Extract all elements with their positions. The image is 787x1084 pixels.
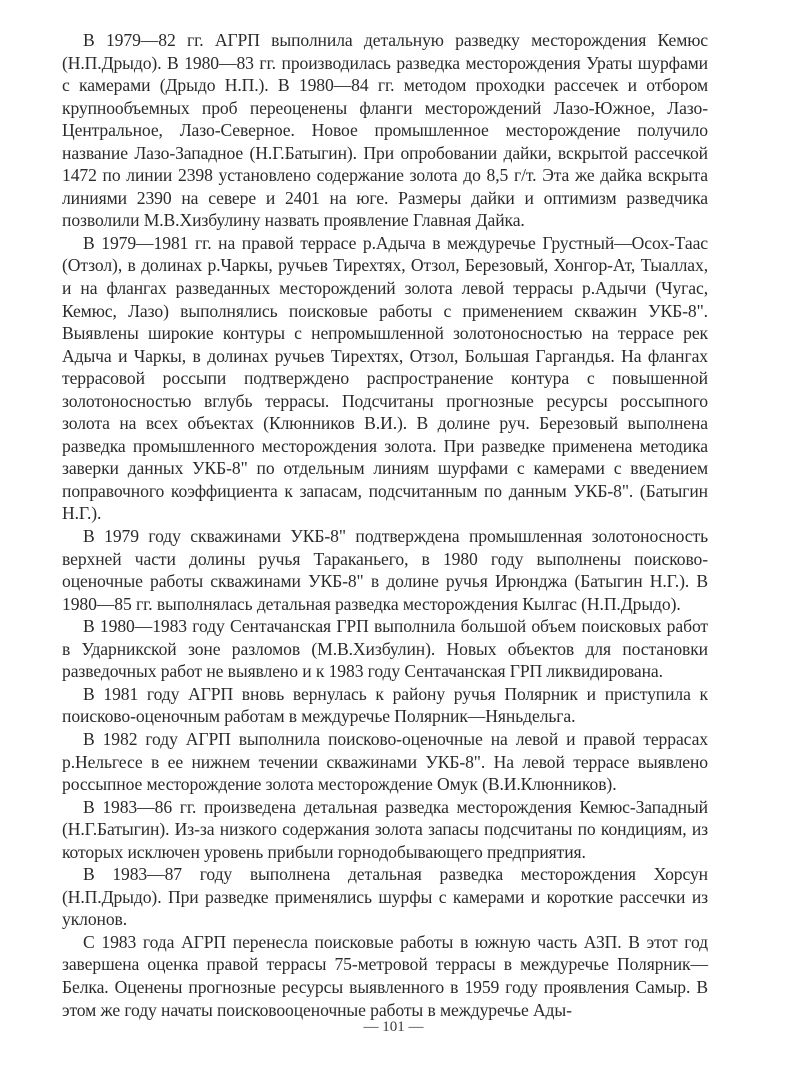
paragraph-adycha-terrace: В 1979—1981 гг. на правой террасе р.Адыча в междуречье Грустный—Осох-Таас (Отзол), в долинах р.Чаркы, ручьев Тирехтях, Отзол, Березовый, Хонгор-Ат, Тыаллах, и на флангах разведанных месторождений золота левой террасы р.Адычи (Чугас, Кемюс, Лазо) выполнялись поисковые работы с применением скважин УКБ-8". Выявлены широкие контуры с непромышленной золотоносностью на террасе рек Адыча и Чаркы, в долинах ручьев Тирехтях, Отзол, Большая Гаргандья. На флангах террасовой россыпи подтверждено распространение контура с повышенной золотоносностью вглубь террасы. Подсчитаны прогнозные ресурсы россыпного золота на всех объектах (Клюнников В.И.). В долине руч. Березовый выполнена разведка промышленного месторождения золота. При разведке применена методика заверки данных УКБ-8" по отдельным линиям шурфами с камерами с введением поправочного коэффициента к запасам, подсчитанным по данным УКБ-8". (Батыгин Н.Г.). <box>62 232 708 524</box>
paragraph-tarakaniy-kylgas: В 1979 году скважинами УКБ-8" подтверждена промышленная золотоносность верхней части долины ручья Тараканьего, в 1980 году выполнены поисково-оценочные работы скважинами УКБ-8" в долине ручья Ирюнджа (Батыгин Н.Г.). В 1980—85 гг. выполнялась детальная разведка месторождения Кылгас (Н.П.Дрыдо). <box>62 526 708 614</box>
page-number: — 101 — <box>363 1019 424 1035</box>
paragraph-south-azp: С 1983 года АГРП перенесла поисковые работы в южную часть АЗП. В этот год завершена оценка правой террасы 75-метровой террасы в междуречье Полярник—Белка. Оценены прогнозные ресурсы выявленного в 1959 году проявления Самыр. В этом же году начаты поисковооценочные работы в междуречье Ады- <box>62 931 708 1020</box>
paragraph-polyarnik: В 1981 году АГРП вновь вернулась к району ручья Полярник и приступила к поисково-оценочным работам в междуречье Полярник—Няньдельга. <box>62 683 708 727</box>
paragraph-sentachan-grp: В 1980—1983 году Сентачанская ГРП выполнила большой объем поисковых работ в Ударникской зоне разломов (М.В.Хизбулин). Новых объектов для постановки разведочных работ не выявлено и к 1983 году Сентачанская ГРП ликвидирована. <box>62 616 708 682</box>
paragraph-nelgese-omuk: В 1982 году АГРП выполнила поисково-оценочные на левой и правой террасах р.Нельгесе в ее нижнем течении скважинами УКБ-8". На левой террасе выявлено россыпное месторождение золота месторождение Омук (В.И.Клюнников). <box>62 728 708 795</box>
paragraph-kemyus-zapadny: В 1983—86 гг. произведена детальная разведка месторождения Кемюс-Западный (Н.Г.Батыгин). Из-за низкого содержания золота запасы подсчитаны по кондициям, из которых исключен уровень прибыли горнодобывающего предприятия. <box>62 796 708 862</box>
paragraph-kemyus-lazo: В 1979—82 гг. АГРП выполнила детальную разведку месторождения Кемюс (Н.П.Дрыдо). В 1980—83 гг. производилась разведка месторождения Ураты шурфами с камерами (Дрыдо Н.П.). В 1980—84 гг. методом проходки рассечек и отбором крупнообъемных проб переоценены фланги месторождений Лазо-Южное, Лазо-Центральное, Лазо-Северное. Новое промышленное месторождение получило название Лазо-Западное (Н.Г.Батыгин). При опробовании дайки, вскрытой рассечкой 1472 по линии 2398 установлено содержание золота до 8,5 г/т. Эта же дайка вскрыта линиями 2390 на севере и 2401 на юге. Размеры дайки и оптимизм разведчика позволили М.В.Хизбулину назвать проявление Главная Дайка. <box>62 30 708 231</box>
paragraph-khorsun: В 1983—87 году выполнена детальная разведка месторождения Хорсун (Н.П.Дрыдо). При разведке применялись шурфы с камерами и короткие рассечки из уклонов. <box>62 864 708 930</box>
document-page <box>62 29 708 1021</box>
